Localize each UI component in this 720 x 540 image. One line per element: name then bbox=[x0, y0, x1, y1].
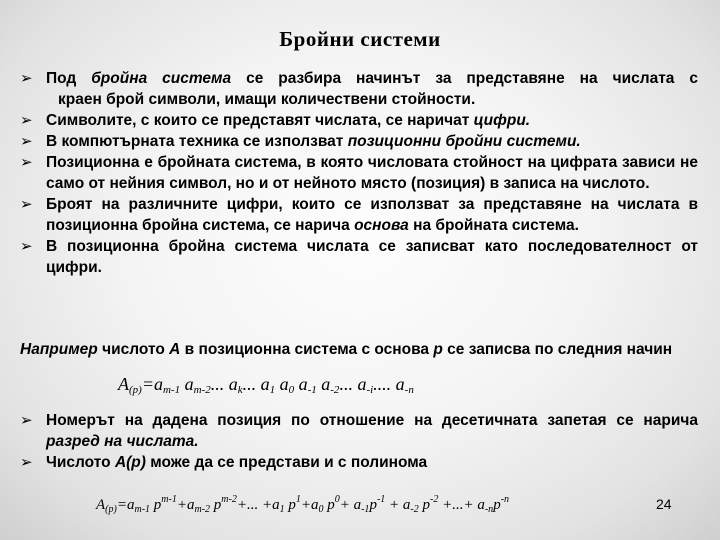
bullet-item: ➢ В позиционна бройна система числата се записват като последователност от цифри. bbox=[20, 236, 698, 278]
formula-polynomial: $A_{(p)}=a_{m-1}$ $p^{m-1}+a_{m-2}$ $p^{m-2}+$... $+a_1$ $p^1+a_0$ $p^0+ a_{-1}p^{-1} + a_{-2}$ $p^{-2}$ +...+ $a_{-n}p^{-n}$ bbox=[96, 494, 510, 515]
bullet-item bbox=[20, 68, 698, 89]
bullet-item: ➢ Числото А(p) може да се представи и с полинома bbox=[20, 452, 698, 473]
bullet-term: бройна система bbox=[91, 70, 232, 87]
bullet-term: основа bbox=[354, 217, 409, 234]
example-paragraph: Например числото А в позиционна система с основа p се записва по следния начин bbox=[20, 341, 673, 358]
page-number: 24 bbox=[656, 496, 672, 512]
bullet-text: Символите, с които се представят числата, се наричат bbox=[46, 112, 474, 129]
bullet-text: на бройната система. bbox=[408, 217, 579, 234]
slide-title: Бройни системи bbox=[279, 27, 441, 51]
bullet-text: Номерът на дадена позиция по отношение на десетичната запетая се нарича bbox=[46, 412, 698, 429]
bullet-term: разред на числата. bbox=[46, 433, 199, 450]
bullet-list-main bbox=[20, 68, 698, 278]
bullet-text: В компютърната техника се използват bbox=[46, 133, 348, 150]
bullet-term: цифри. bbox=[473, 112, 531, 129]
formula-positional-notation: $A_{(p)}=a_{m-1}$ $a_{m-2}$... $a_k$... $a_1$ $a_0$ $a_{-1}$ $a_{-2}$... $a_{-i}$.... $a_{-n}$ bbox=[118, 374, 414, 396]
bullet-text: се разбира начинът за представяне на числата с bbox=[231, 70, 698, 87]
bullet-term: позиционни бройни системи. bbox=[347, 133, 581, 150]
bullet-continuation: краен брой символи, имащи количествени стойности. bbox=[58, 91, 476, 108]
bullet-item bbox=[20, 131, 698, 152]
bullet-item: ➢ Позиционна е бройната система, в която числовата стойност на цифрата зависи не само от нейния символ, но и от нейното място (позиция) в записа на числото. bbox=[20, 152, 698, 194]
example-lead: Например bbox=[20, 341, 98, 358]
bullet-text: Под bbox=[46, 70, 92, 87]
bullet-item bbox=[20, 110, 698, 131]
bullet-list-secondary bbox=[20, 410, 698, 473]
bullet-item bbox=[20, 194, 698, 236]
bullet-text: Броят на различните цифри, които се използват за представяне на числата в позиционна бройна система, се нарича bbox=[46, 196, 698, 234]
bullet-item bbox=[20, 410, 698, 452]
